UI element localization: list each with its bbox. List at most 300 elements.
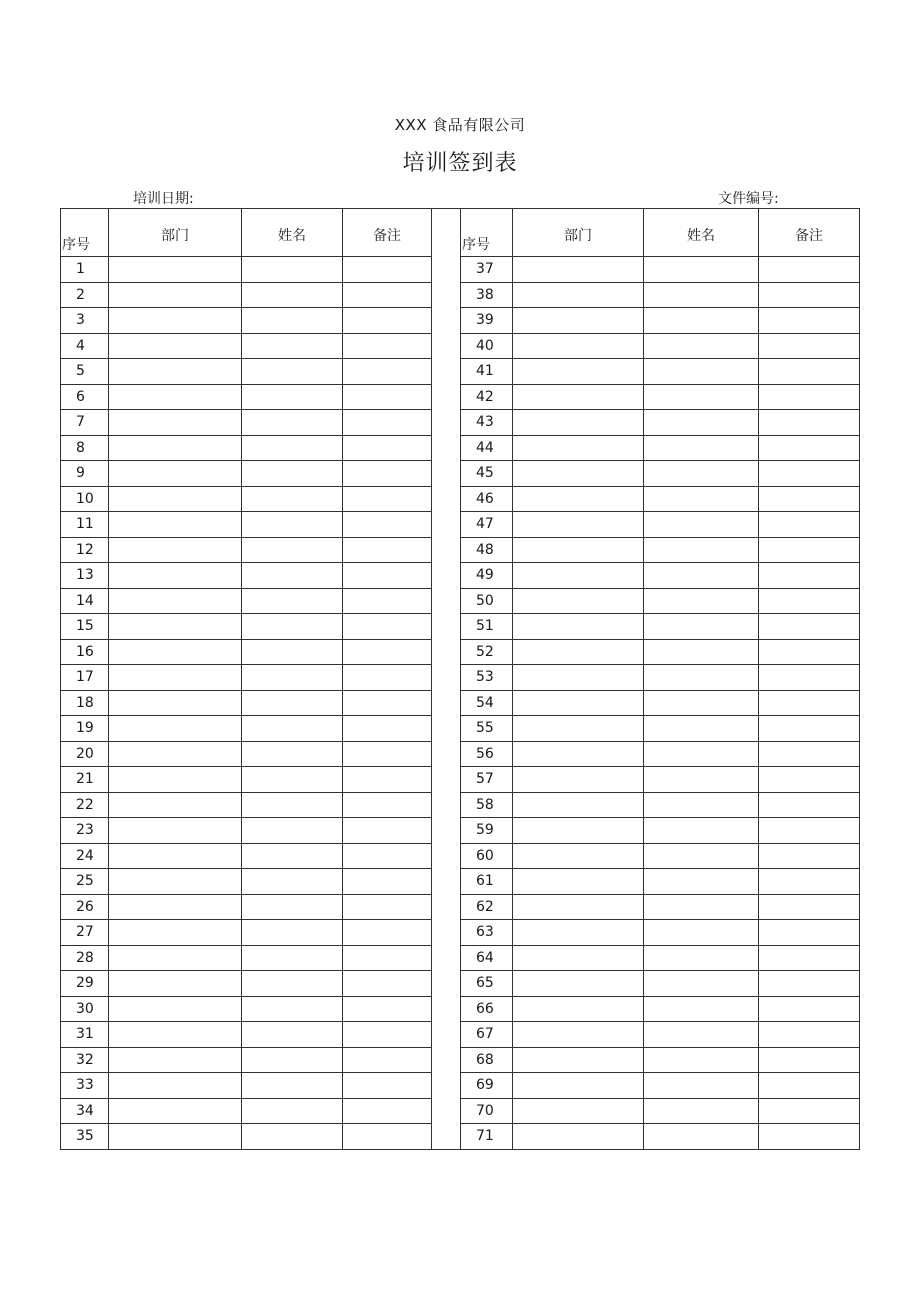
remarks-cell-left[interactable] xyxy=(343,537,432,563)
name-cell-right[interactable] xyxy=(644,435,759,461)
department-cell-left[interactable] xyxy=(109,665,242,691)
name-cell-right[interactable] xyxy=(644,869,759,895)
department-cell-left[interactable] xyxy=(109,282,242,308)
row-number-left: 20 xyxy=(61,741,109,767)
name-cell-right[interactable] xyxy=(644,920,759,946)
department-cell-right[interactable] xyxy=(513,282,644,308)
remarks-cell-left[interactable] xyxy=(343,588,432,614)
department-cell-left[interactable] xyxy=(109,920,242,946)
department-cell-right[interactable] xyxy=(513,1022,644,1048)
department-cell-right[interactable] xyxy=(513,894,644,920)
name-cell-right[interactable] xyxy=(644,716,759,742)
row-number-right: 68 xyxy=(461,1047,513,1073)
department-cell-left[interactable] xyxy=(109,818,242,844)
name-cell-left[interactable] xyxy=(242,359,343,385)
remarks-cell-right[interactable] xyxy=(759,486,860,512)
row-number-left: 8 xyxy=(61,435,109,461)
table-row xyxy=(61,639,860,665)
department-cell-right[interactable] xyxy=(513,359,644,385)
name-cell-left[interactable] xyxy=(242,818,343,844)
name-cell-left[interactable] xyxy=(242,971,343,997)
department-cell-left[interactable] xyxy=(109,384,242,410)
row-number-left: 1 xyxy=(61,257,109,283)
table-row xyxy=(61,843,860,869)
remarks-cell-left[interactable] xyxy=(343,818,432,844)
document-number-label: 文件编号: xyxy=(718,191,779,207)
name-cell-left[interactable] xyxy=(242,894,343,920)
name-cell-left[interactable] xyxy=(242,1098,343,1124)
row-number-right: 47 xyxy=(461,512,513,538)
name-cell-left[interactable] xyxy=(242,843,343,869)
name-cell-left[interactable] xyxy=(242,690,343,716)
table-row xyxy=(61,461,860,487)
department-cell-left[interactable] xyxy=(109,435,242,461)
remarks-cell-left[interactable] xyxy=(343,486,432,512)
name-cell-right[interactable] xyxy=(644,1047,759,1073)
row-number-left: 10 xyxy=(61,486,109,512)
department-cell-right[interactable] xyxy=(513,1098,644,1124)
department-cell-left[interactable] xyxy=(109,1098,242,1124)
department-cell-left[interactable] xyxy=(109,308,242,334)
remarks-cell-right[interactable] xyxy=(759,461,860,487)
remarks-cell-left[interactable] xyxy=(343,563,432,589)
department-cell-right[interactable] xyxy=(513,818,644,844)
row-number-left: 2 xyxy=(61,282,109,308)
department-cell-right[interactable] xyxy=(513,384,644,410)
department-cell-left[interactable] xyxy=(109,1047,242,1073)
row-number-right: 40 xyxy=(461,333,513,359)
remarks-cell-left[interactable] xyxy=(343,1073,432,1099)
remarks-cell-left[interactable] xyxy=(343,945,432,971)
remarks-cell-right[interactable] xyxy=(759,512,860,538)
department-cell-left[interactable] xyxy=(109,614,242,640)
name-cell-right[interactable] xyxy=(644,537,759,563)
remarks-cell-left[interactable] xyxy=(343,512,432,538)
name-cell-right[interactable] xyxy=(644,1124,759,1150)
name-cell-right[interactable] xyxy=(644,461,759,487)
name-cell-right[interactable] xyxy=(644,308,759,334)
name-cell-right[interactable] xyxy=(644,512,759,538)
remarks-cell-right[interactable] xyxy=(759,1098,860,1124)
row-number-left: 22 xyxy=(61,792,109,818)
remarks-cell-left[interactable] xyxy=(343,1124,432,1150)
name-cell-right[interactable] xyxy=(644,792,759,818)
department-cell-right[interactable] xyxy=(513,1047,644,1073)
row-number-left: 18 xyxy=(61,690,109,716)
department-cell-right[interactable] xyxy=(513,996,644,1022)
name-cell-left[interactable] xyxy=(242,665,343,691)
department-cell-right[interactable] xyxy=(513,741,644,767)
table-row xyxy=(61,894,860,920)
remarks-cell-right[interactable] xyxy=(759,639,860,665)
name-cell-right[interactable] xyxy=(644,1022,759,1048)
name-cell-right[interactable] xyxy=(644,665,759,691)
name-cell-right[interactable] xyxy=(644,282,759,308)
department-cell-right[interactable] xyxy=(513,1073,644,1099)
column-header-department-left: 部门 xyxy=(109,209,242,257)
row-number-left: 5 xyxy=(61,359,109,385)
department-cell-left[interactable] xyxy=(109,359,242,385)
table-row xyxy=(61,665,860,691)
remarks-cell-left[interactable] xyxy=(343,614,432,640)
table-row xyxy=(61,767,860,793)
row-number-right: 56 xyxy=(461,741,513,767)
name-cell-left[interactable] xyxy=(242,1124,343,1150)
department-cell-right[interactable] xyxy=(513,614,644,640)
table-row xyxy=(61,614,860,640)
department-cell-left[interactable] xyxy=(109,945,242,971)
remarks-cell-left[interactable] xyxy=(343,869,432,895)
remarks-cell-right[interactable] xyxy=(759,308,860,334)
name-cell-right[interactable] xyxy=(644,384,759,410)
table-header-row xyxy=(61,209,860,257)
department-cell-left[interactable] xyxy=(109,767,242,793)
name-cell-right[interactable] xyxy=(644,996,759,1022)
department-cell-right[interactable] xyxy=(513,588,644,614)
remarks-cell-right[interactable] xyxy=(759,945,860,971)
department-cell-right[interactable] xyxy=(513,690,644,716)
remarks-cell-left[interactable] xyxy=(343,1098,432,1124)
remarks-cell-left[interactable] xyxy=(343,894,432,920)
table-row xyxy=(61,716,860,742)
remarks-cell-right[interactable] xyxy=(759,869,860,895)
row-number-left: 34 xyxy=(61,1098,109,1124)
company-name: XXX 食品有限公司 xyxy=(394,116,526,134)
name-cell-right[interactable] xyxy=(644,563,759,589)
name-cell-left[interactable] xyxy=(242,1047,343,1073)
name-cell-right[interactable] xyxy=(644,588,759,614)
row-number-right: 52 xyxy=(461,639,513,665)
name-cell-right[interactable] xyxy=(644,639,759,665)
remarks-cell-left[interactable] xyxy=(343,767,432,793)
table-row xyxy=(61,384,860,410)
name-cell-right[interactable] xyxy=(644,257,759,283)
remarks-cell-right[interactable] xyxy=(759,1047,860,1073)
department-cell-left[interactable] xyxy=(109,716,242,742)
table-row xyxy=(61,359,860,385)
remarks-cell-right[interactable] xyxy=(759,1124,860,1150)
remarks-cell-left[interactable] xyxy=(343,996,432,1022)
name-cell-right[interactable] xyxy=(644,818,759,844)
remarks-cell-right[interactable] xyxy=(759,792,860,818)
row-number-right: 70 xyxy=(461,1098,513,1124)
remarks-cell-left[interactable] xyxy=(343,741,432,767)
table-row xyxy=(61,563,860,589)
column-header-name-left: 姓名 xyxy=(242,209,343,257)
table-row xyxy=(61,818,860,844)
department-cell-right[interactable] xyxy=(513,945,644,971)
name-cell-right[interactable] xyxy=(644,971,759,997)
department-cell-right[interactable] xyxy=(513,843,644,869)
remarks-cell-left[interactable] xyxy=(343,1047,432,1073)
department-cell-left[interactable] xyxy=(109,588,242,614)
department-cell-right[interactable] xyxy=(513,512,644,538)
remarks-cell-right[interactable] xyxy=(759,384,860,410)
column-header-name-right: 姓名 xyxy=(644,209,759,257)
remarks-cell-right[interactable] xyxy=(759,1073,860,1099)
remarks-cell-left[interactable] xyxy=(343,971,432,997)
department-cell-right[interactable] xyxy=(513,639,644,665)
name-cell-left[interactable] xyxy=(242,869,343,895)
name-cell-right[interactable] xyxy=(644,767,759,793)
row-number-left: 32 xyxy=(61,1047,109,1073)
table-row xyxy=(61,920,860,946)
name-cell-left[interactable] xyxy=(242,435,343,461)
table-gutter xyxy=(432,209,461,1150)
row-number-right: 69 xyxy=(461,1073,513,1099)
remarks-cell-right[interactable] xyxy=(759,971,860,997)
department-cell-left[interactable] xyxy=(109,971,242,997)
department-cell-left[interactable] xyxy=(109,257,242,283)
department-cell-right[interactable] xyxy=(513,435,644,461)
remarks-cell-right[interactable] xyxy=(759,359,860,385)
remarks-cell-right[interactable] xyxy=(759,690,860,716)
remarks-cell-right[interactable] xyxy=(759,410,860,436)
department-cell-left[interactable] xyxy=(109,1022,242,1048)
name-cell-right[interactable] xyxy=(644,894,759,920)
row-number-left: 16 xyxy=(61,639,109,665)
remarks-cell-left[interactable] xyxy=(343,333,432,359)
department-cell-right[interactable] xyxy=(513,1124,644,1150)
name-cell-left[interactable] xyxy=(242,716,343,742)
name-cell-right[interactable] xyxy=(644,741,759,767)
department-cell-left[interactable] xyxy=(109,410,242,436)
name-cell-left[interactable] xyxy=(242,308,343,334)
remarks-cell-left[interactable] xyxy=(343,665,432,691)
row-number-left: 29 xyxy=(61,971,109,997)
name-cell-left[interactable] xyxy=(242,920,343,946)
remarks-cell-left[interactable] xyxy=(343,282,432,308)
name-cell-right[interactable] xyxy=(644,333,759,359)
department-cell-left[interactable] xyxy=(109,1073,242,1099)
department-cell-left[interactable] xyxy=(109,996,242,1022)
name-cell-left[interactable] xyxy=(242,257,343,283)
name-cell-left[interactable] xyxy=(242,282,343,308)
remarks-cell-right[interactable] xyxy=(759,588,860,614)
table-row xyxy=(61,1124,860,1150)
department-cell-right[interactable] xyxy=(513,869,644,895)
row-number-right: 51 xyxy=(461,614,513,640)
row-number-right: 59 xyxy=(461,818,513,844)
row-number-right: 65 xyxy=(461,971,513,997)
department-cell-right[interactable] xyxy=(513,461,644,487)
remarks-cell-left[interactable] xyxy=(343,461,432,487)
row-number-right: 54 xyxy=(461,690,513,716)
remarks-cell-right[interactable] xyxy=(759,843,860,869)
row-number-left: 9 xyxy=(61,461,109,487)
row-number-left: 27 xyxy=(61,920,109,946)
remarks-cell-right[interactable] xyxy=(759,333,860,359)
remarks-cell-left[interactable] xyxy=(343,690,432,716)
department-cell-left[interactable] xyxy=(109,792,242,818)
name-cell-right[interactable] xyxy=(644,843,759,869)
row-number-left: 28 xyxy=(61,945,109,971)
table-row xyxy=(61,996,860,1022)
table-row xyxy=(61,869,860,895)
name-cell-right[interactable] xyxy=(644,690,759,716)
sign-in-table-body xyxy=(61,209,860,1150)
department-cell-right[interactable] xyxy=(513,792,644,818)
name-cell-left[interactable] xyxy=(242,410,343,436)
column-header-department-right: 部门 xyxy=(513,209,644,257)
department-cell-left[interactable] xyxy=(109,486,242,512)
remarks-cell-right[interactable] xyxy=(759,614,860,640)
name-cell-left[interactable] xyxy=(242,996,343,1022)
row-number-right: 55 xyxy=(461,716,513,742)
department-cell-left[interactable] xyxy=(109,563,242,589)
remarks-cell-right[interactable] xyxy=(759,996,860,1022)
name-cell-left[interactable] xyxy=(242,588,343,614)
row-number-left: 7 xyxy=(61,410,109,436)
department-cell-left[interactable] xyxy=(109,869,242,895)
department-cell-right[interactable] xyxy=(513,665,644,691)
remarks-cell-left[interactable] xyxy=(343,716,432,742)
remarks-cell-right[interactable] xyxy=(759,920,860,946)
row-number-left: 13 xyxy=(61,563,109,589)
name-cell-left[interactable] xyxy=(242,1073,343,1099)
row-number-left: 21 xyxy=(61,767,109,793)
name-cell-right[interactable] xyxy=(644,486,759,512)
row-number-right: 42 xyxy=(461,384,513,410)
remarks-cell-right[interactable] xyxy=(759,435,860,461)
remarks-cell-left[interactable] xyxy=(343,257,432,283)
department-cell-left[interactable] xyxy=(109,690,242,716)
department-cell-left[interactable] xyxy=(109,741,242,767)
row-number-right: 46 xyxy=(461,486,513,512)
name-cell-left[interactable] xyxy=(242,614,343,640)
row-number-right: 60 xyxy=(461,843,513,869)
column-header-number-right: 序号 xyxy=(461,209,513,257)
name-cell-left[interactable] xyxy=(242,945,343,971)
remarks-cell-right[interactable] xyxy=(759,537,860,563)
column-header-number-left: 序号 xyxy=(61,209,109,257)
department-cell-left[interactable] xyxy=(109,843,242,869)
column-header-remarks-right: 备注 xyxy=(759,209,860,257)
name-cell-left[interactable] xyxy=(242,792,343,818)
row-number-right: 37 xyxy=(461,257,513,283)
department-cell-left[interactable] xyxy=(109,639,242,665)
row-number-right: 44 xyxy=(461,435,513,461)
table-row xyxy=(61,971,860,997)
name-cell-left[interactable] xyxy=(242,384,343,410)
department-cell-right[interactable] xyxy=(513,257,644,283)
department-cell-right[interactable] xyxy=(513,971,644,997)
row-number-right: 71 xyxy=(461,1124,513,1150)
training-date-label: 培训日期: xyxy=(133,191,194,207)
table-row xyxy=(61,410,860,436)
row-number-right: 57 xyxy=(461,767,513,793)
row-number-right: 39 xyxy=(461,308,513,334)
department-cell-left[interactable] xyxy=(109,537,242,563)
sign-in-table xyxy=(60,208,860,1150)
remarks-cell-left[interactable] xyxy=(343,384,432,410)
table-row xyxy=(61,1022,860,1048)
name-cell-left[interactable] xyxy=(242,333,343,359)
remarks-cell-right[interactable] xyxy=(759,257,860,283)
table-row xyxy=(61,792,860,818)
department-cell-right[interactable] xyxy=(513,767,644,793)
department-cell-right[interactable] xyxy=(513,333,644,359)
row-number-right: 67 xyxy=(461,1022,513,1048)
name-cell-right[interactable] xyxy=(644,359,759,385)
name-cell-left[interactable] xyxy=(242,461,343,487)
department-cell-right[interactable] xyxy=(513,716,644,742)
remarks-cell-left[interactable] xyxy=(343,410,432,436)
table-row xyxy=(61,690,860,716)
department-cell-left[interactable] xyxy=(109,461,242,487)
remarks-cell-right[interactable] xyxy=(759,665,860,691)
name-cell-left[interactable] xyxy=(242,1022,343,1048)
department-cell-left[interactable] xyxy=(109,512,242,538)
name-cell-left[interactable] xyxy=(242,486,343,512)
remarks-cell-left[interactable] xyxy=(343,843,432,869)
remarks-cell-left[interactable] xyxy=(343,435,432,461)
name-cell-right[interactable] xyxy=(644,945,759,971)
table-row xyxy=(61,588,860,614)
department-cell-left[interactable] xyxy=(109,894,242,920)
remarks-cell-left[interactable] xyxy=(343,639,432,665)
name-cell-right[interactable] xyxy=(644,1098,759,1124)
name-cell-right[interactable] xyxy=(644,614,759,640)
remarks-cell-left[interactable] xyxy=(343,792,432,818)
row-number-left: 4 xyxy=(61,333,109,359)
table-row xyxy=(61,512,860,538)
remarks-cell-left[interactable] xyxy=(343,1022,432,1048)
department-cell-left[interactable] xyxy=(109,1124,242,1150)
remarks-cell-left[interactable] xyxy=(343,308,432,334)
name-cell-left[interactable] xyxy=(242,741,343,767)
row-number-right: 62 xyxy=(461,894,513,920)
department-cell-right[interactable] xyxy=(513,308,644,334)
department-cell-right[interactable] xyxy=(513,486,644,512)
row-number-right: 58 xyxy=(461,792,513,818)
name-cell-left[interactable] xyxy=(242,537,343,563)
remarks-cell-right[interactable] xyxy=(759,741,860,767)
department-cell-right[interactable] xyxy=(513,563,644,589)
department-cell-right[interactable] xyxy=(513,410,644,436)
remarks-cell-left[interactable] xyxy=(343,359,432,385)
name-cell-left[interactable] xyxy=(242,767,343,793)
row-number-left: 24 xyxy=(61,843,109,869)
remarks-cell-right[interactable] xyxy=(759,1022,860,1048)
row-number-left: 23 xyxy=(61,818,109,844)
table-row xyxy=(61,1047,860,1073)
remarks-cell-right[interactable] xyxy=(759,894,860,920)
remarks-cell-right[interactable] xyxy=(759,716,860,742)
remarks-cell-right[interactable] xyxy=(759,767,860,793)
row-number-left: 12 xyxy=(61,537,109,563)
table-row xyxy=(61,308,860,334)
row-number-right: 41 xyxy=(461,359,513,385)
name-cell-left[interactable] xyxy=(242,563,343,589)
row-number-right: 49 xyxy=(461,563,513,589)
department-cell-right[interactable] xyxy=(513,920,644,946)
name-cell-right[interactable] xyxy=(644,410,759,436)
remarks-cell-right[interactable] xyxy=(759,818,860,844)
remarks-cell-right[interactable] xyxy=(759,282,860,308)
name-cell-left[interactable] xyxy=(242,639,343,665)
row-number-left: 15 xyxy=(61,614,109,640)
table-row xyxy=(61,435,860,461)
row-number-right: 63 xyxy=(461,920,513,946)
remarks-cell-right[interactable] xyxy=(759,563,860,589)
name-cell-right[interactable] xyxy=(644,1073,759,1099)
remarks-cell-left[interactable] xyxy=(343,920,432,946)
department-cell-left[interactable] xyxy=(109,333,242,359)
row-number-right: 61 xyxy=(461,869,513,895)
name-cell-left[interactable] xyxy=(242,512,343,538)
department-cell-right[interactable] xyxy=(513,537,644,563)
